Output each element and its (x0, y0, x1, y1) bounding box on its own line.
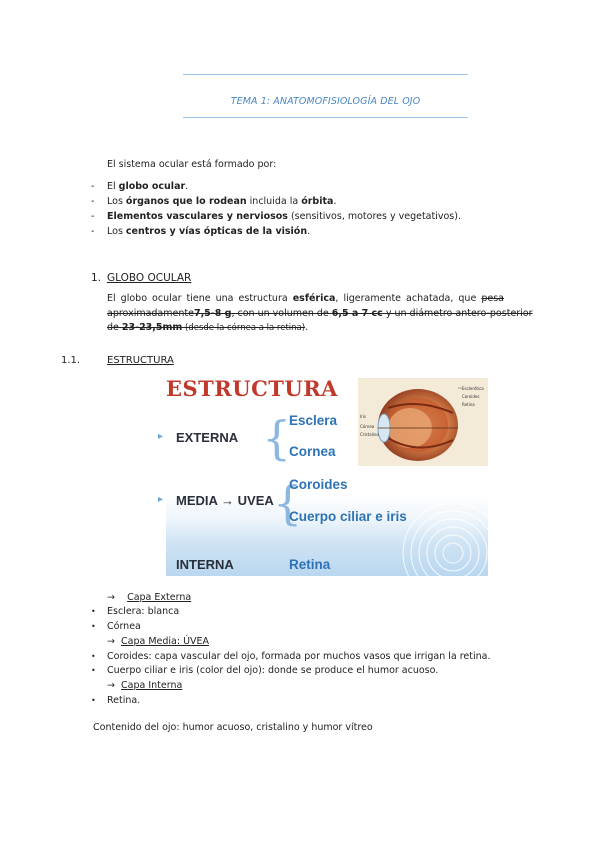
intro-text: El sistema ocular está formado por: (107, 159, 277, 170)
figure-interna: INTERNA (176, 557, 234, 572)
arrow-icon: → (107, 592, 115, 603)
figure-esclera: Esclera (289, 413, 338, 428)
brace-icon: { (262, 411, 292, 465)
intro-item-3: Elementos vasculares y nerviosos (sensitivos, motores y vegetativos). (107, 211, 461, 222)
list-cuerpo: Cuerpo ciliar e iris (color del ojo): donde se produce el humor acuoso. (107, 665, 439, 676)
intro-item-4: Los centros y vías ópticas de la visión. (107, 226, 311, 237)
capa-interna-row: → Capa Interna (107, 680, 183, 691)
eye-label: Coroides (462, 394, 480, 399)
intro-item-1: El globo ocular. (107, 181, 189, 192)
intro-item-2: Los órganos que lo rodean incluida la órbita. (107, 196, 337, 207)
eye-label: Retina (462, 402, 475, 407)
eye-label: Iris (360, 414, 367, 419)
bullet-marker: • (91, 622, 96, 631)
arrow-icon: → (107, 680, 115, 691)
figure-media: MEDIA → UVEA (176, 493, 274, 508)
list-coroides: Coroides: capa vascular del ojo, formada por muchos vasos que irrigan la retina. (107, 651, 491, 662)
capa-externa-row: → Capa Externa (107, 592, 192, 603)
figure-retina: Retina (289, 557, 331, 572)
section1-heading: GLOBO OCULAR (107, 272, 192, 284)
header-rule-top (183, 74, 468, 75)
bullet-arrow-icon: ▸ (158, 494, 164, 505)
figure-externa: EXTERNA (176, 430, 239, 445)
dash-marker: - (91, 226, 95, 237)
figure-cuerpo: Cuerpo ciliar e iris (289, 509, 407, 524)
section1-line2: aproximadamente7,5-8 g, con un volumen de 6,5 a 7 cc y un diámetro antero-posterior (107, 308, 533, 319)
figure-cornea: Cornea (289, 444, 336, 459)
dash-marker: - (91, 196, 95, 207)
list-cornea: Córnea (107, 621, 141, 632)
eye-label: Córnea (360, 424, 375, 429)
eye-label: Cristalino (360, 432, 379, 437)
bullet-marker: • (91, 696, 96, 705)
bullet-marker: • (91, 652, 96, 661)
decorative-swirl-icon (398, 498, 508, 608)
header-rule-bottom (183, 117, 468, 118)
eye-anatomy-image (358, 378, 488, 466)
page-title: TEMA 1: ANATOMOFISIOLOGÍA DEL OJO (230, 96, 421, 107)
arrow-icon: → (107, 636, 115, 647)
section11-heading: ESTRUCTURA (107, 355, 174, 366)
figure-coroides: Coroides (289, 477, 348, 492)
dash-marker: - (91, 181, 95, 192)
figure-title: ESTRUCTURA (166, 376, 338, 401)
section1-number: 1. (91, 272, 102, 284)
section1-line1: El globo ocular tiene una estructura esférica, ligeramente achatada, que pesa (107, 293, 504, 304)
bullet-marker: • (91, 607, 96, 616)
list-esclera: Esclera: blanca (107, 606, 180, 617)
structure-figure (158, 373, 488, 576)
section1-line3: de 23-23,5mm (desde la córnea a la retina). (107, 322, 309, 333)
list-retina: Retina. (107, 695, 141, 706)
bullet-arrow-icon: ▸ (158, 431, 164, 442)
dash-marker: - (91, 211, 95, 222)
capa-media-row: → Capa Media: ÚVEA (107, 636, 210, 647)
brace-icon: { (273, 476, 303, 530)
footer-text: Contenido del ojo: humor acuoso, cristalino y humor vítreo (93, 722, 373, 733)
eye-label: Esclerótica (462, 386, 484, 391)
section11-number: 1.1. (61, 355, 81, 366)
bullet-marker: • (91, 666, 96, 675)
